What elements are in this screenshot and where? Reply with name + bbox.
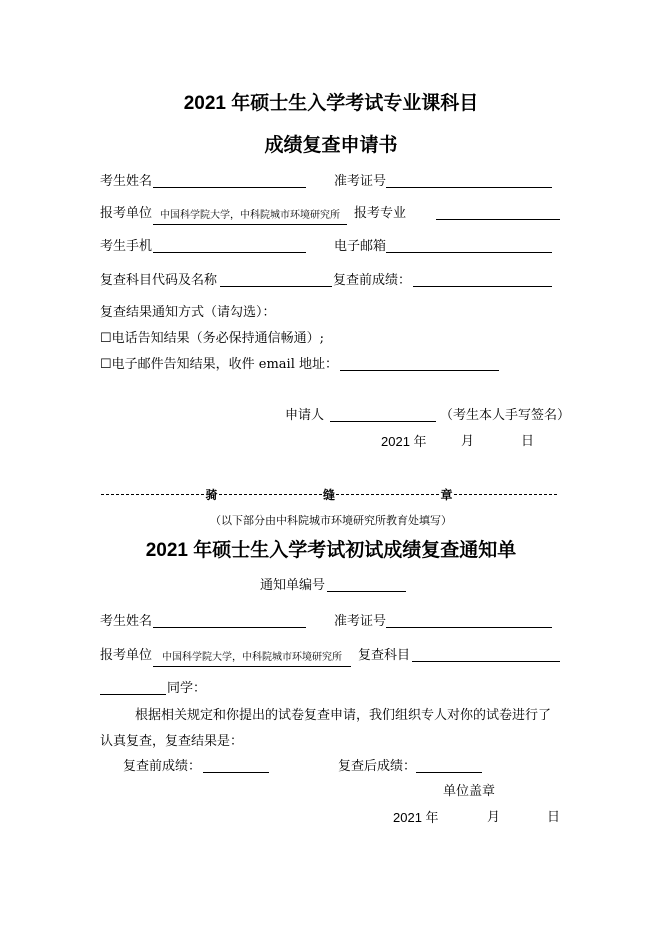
ticket-label: 准考证号: [334, 174, 387, 189]
notice-score-before-field[interactable]: [203, 772, 269, 773]
major-field[interactable]: [436, 219, 560, 220]
notice-date-month: 月: [487, 810, 501, 825]
email-address-field[interactable]: [340, 370, 499, 371]
phone-field[interactable]: [153, 252, 306, 253]
subject-field[interactable]: [220, 286, 332, 287]
score-before-label: 复查前成绩：: [333, 273, 412, 288]
applicant-label: 申请人: [285, 408, 325, 423]
student-name-field[interactable]: [100, 694, 166, 695]
notice-unit-value: 中国科学院大学，中科院城市环境研究所: [153, 650, 351, 667]
score-before-field[interactable]: [413, 286, 552, 287]
form-subtitle: 成绩复查申请书: [264, 135, 398, 156]
notice-paragraph-2: 认真复查，复查结果是：: [100, 734, 244, 749]
notice-name-label: 考生姓名: [100, 614, 153, 629]
form-title: 2021 年硕士生入学考试专业课科目: [183, 93, 479, 114]
date-month: 月: [461, 434, 475, 449]
name-field[interactable]: [153, 187, 306, 188]
option-email[interactable]: [100, 357, 338, 373]
notice-subject-field[interactable]: [412, 661, 560, 662]
notice-unit-label: 报考单位: [100, 648, 153, 663]
option-phone-label: 电话告知结果（务必保持通信畅通）;: [111, 331, 325, 346]
ticket-field[interactable]: [386, 187, 552, 188]
notice-date-day: 日: [547, 810, 561, 825]
unit-value: 中国科学院大学，中科院城市环境研究所: [153, 208, 347, 225]
seam-char: 章: [440, 488, 453, 502]
notice-paragraph-1: 根据相关规定和你提出的试卷复查申请，我们组织专人对你的试卷进行了: [135, 708, 552, 723]
name-label: 考生姓名: [100, 174, 153, 189]
notice-date-year: 2021 年: [393, 810, 439, 825]
email-field[interactable]: [386, 252, 552, 253]
checkbox-icon[interactable]: ☐: [100, 331, 112, 346]
signature-field[interactable]: [330, 421, 436, 422]
notice-name-field[interactable]: [153, 627, 306, 628]
number-field[interactable]: [327, 591, 406, 592]
phone-label: 考生手机: [100, 239, 153, 254]
student-suffix: 同学：: [167, 681, 207, 696]
notice-score-before-label: 复查前成绩：: [123, 759, 202, 774]
subject-label: 复查科目代码及名称: [100, 273, 218, 288]
email-label: 电子邮箱: [334, 239, 387, 254]
checkbox-icon[interactable]: ☐: [100, 357, 112, 372]
date-year: 2021 年: [381, 434, 427, 449]
number-label: 通知单编号: [260, 578, 326, 593]
notice-ticket-label: 准考证号: [334, 614, 387, 629]
notice-score-after-label: 复查后成绩：: [338, 759, 417, 774]
seam-line: [100, 486, 558, 503]
major-label: 报考专业: [354, 206, 407, 221]
notice-subject-label: 复查科目: [358, 648, 411, 663]
unit-label: 报考单位: [100, 206, 153, 221]
seal-label: 单位盖章: [443, 784, 496, 799]
option-phone[interactable]: [100, 331, 324, 347]
notice-subtitle: （以下部分由中科院城市环境研究所教育处填写）: [210, 514, 452, 527]
notice-score-after-field[interactable]: [416, 772, 482, 773]
seam-char: 骑: [205, 488, 218, 502]
notice-ticket-field[interactable]: [386, 627, 552, 628]
applicant-note: （考生本人手写签名）: [440, 408, 571, 423]
notify-label: 复查结果通知方式（请勾选）：: [100, 305, 276, 320]
date-day: 日: [521, 434, 535, 449]
notice-title: 2021 年硕士生入学考试初试成绩复查通知单: [145, 540, 517, 561]
seam-char: 缝: [322, 488, 335, 502]
option-email-label: 电子邮件告知结果，收件 email 地址：: [111, 357, 339, 372]
